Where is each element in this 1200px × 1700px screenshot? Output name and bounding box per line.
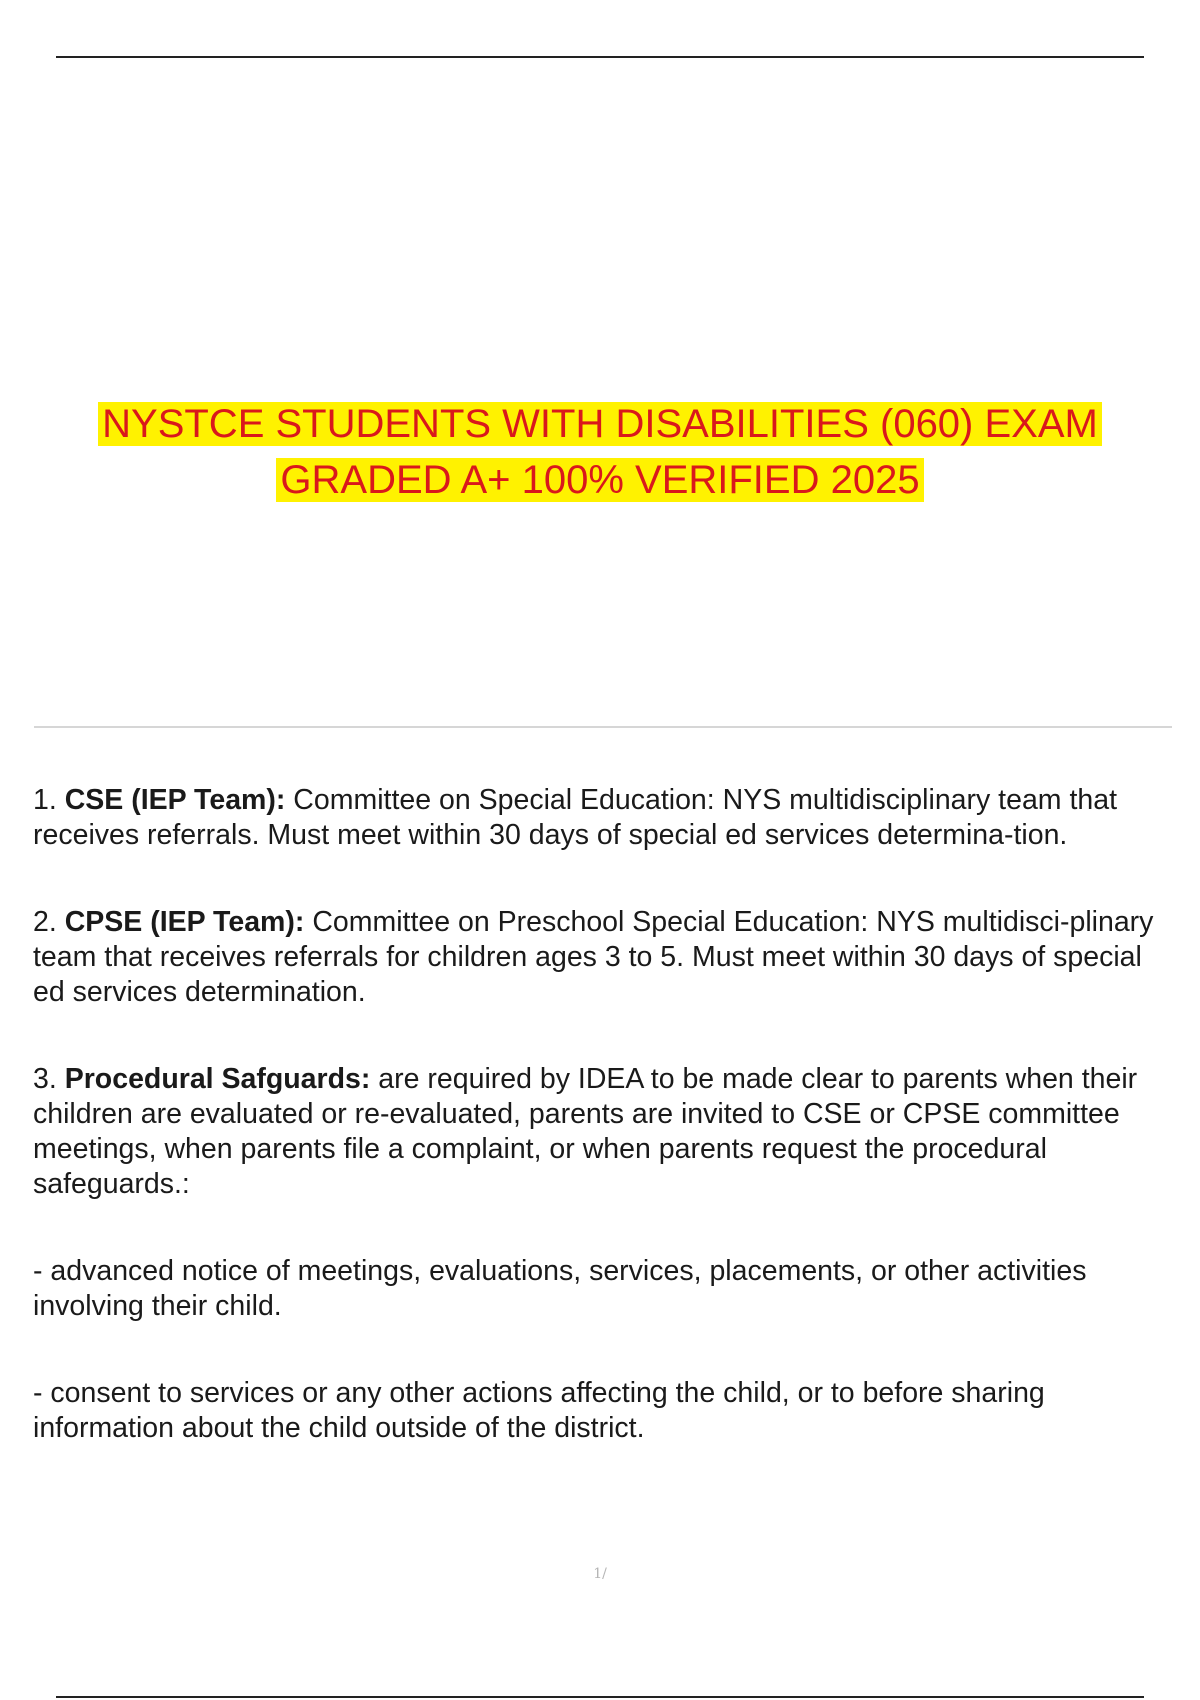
entry-definition: are required by IDEA to be made clear to parents when their children are evaluated or re-evaluated, parents are invited to CSE or CPSE committee meetings, when parents file a complaint, or when parents request the procedural safeguards.: bbox=[33, 1063, 1138, 1200]
title-line-1: NYSTCE STUDENTS WITH DISABILITIES (060) EXAM bbox=[98, 402, 1102, 446]
entry-2 bbox=[33, 905, 1171, 1010]
entry-number: 3. bbox=[33, 1063, 57, 1095]
flashcard-list bbox=[33, 783, 1171, 1446]
entry-definition: Committee on Special Education: NYS multidisciplinary team that receives referrals. Must meet within 30 days of special ed services determina-tion. bbox=[33, 784, 1117, 851]
title-line-2: GRADED A+ 100% VERIFIED 2025 bbox=[276, 458, 923, 502]
bullet-item: - consent to services or any other actions affecting the child, or to before sharing information about the child outside of the district. bbox=[33, 1377, 1045, 1444]
entry-3 bbox=[33, 1062, 1171, 1202]
entry-number: 1. bbox=[33, 784, 57, 816]
bottom-rule bbox=[56, 1696, 1144, 1698]
entry-term: CSE (IEP Team): bbox=[64, 784, 286, 816]
entry-number: 2. bbox=[33, 906, 57, 938]
page-title bbox=[0, 396, 1200, 508]
section-divider bbox=[34, 726, 1172, 728]
entry-term: CPSE (IEP Team): bbox=[64, 906, 305, 938]
page-number: 1/ bbox=[593, 1566, 607, 1582]
entry-term: Procedural Safguards: bbox=[64, 1063, 371, 1095]
entry-definition: Committee on Preschool Special Education: NYS multidisci-plinary team that receives referrals for children ages 3 to 5. Must meet within 30 days of special ed services determination. bbox=[33, 906, 1154, 1008]
entry-1 bbox=[33, 783, 1171, 853]
top-rule bbox=[56, 56, 1144, 58]
bullet-item: - advanced notice of meetings, evaluations, services, placements, or other activities involving their child. bbox=[33, 1255, 1087, 1322]
